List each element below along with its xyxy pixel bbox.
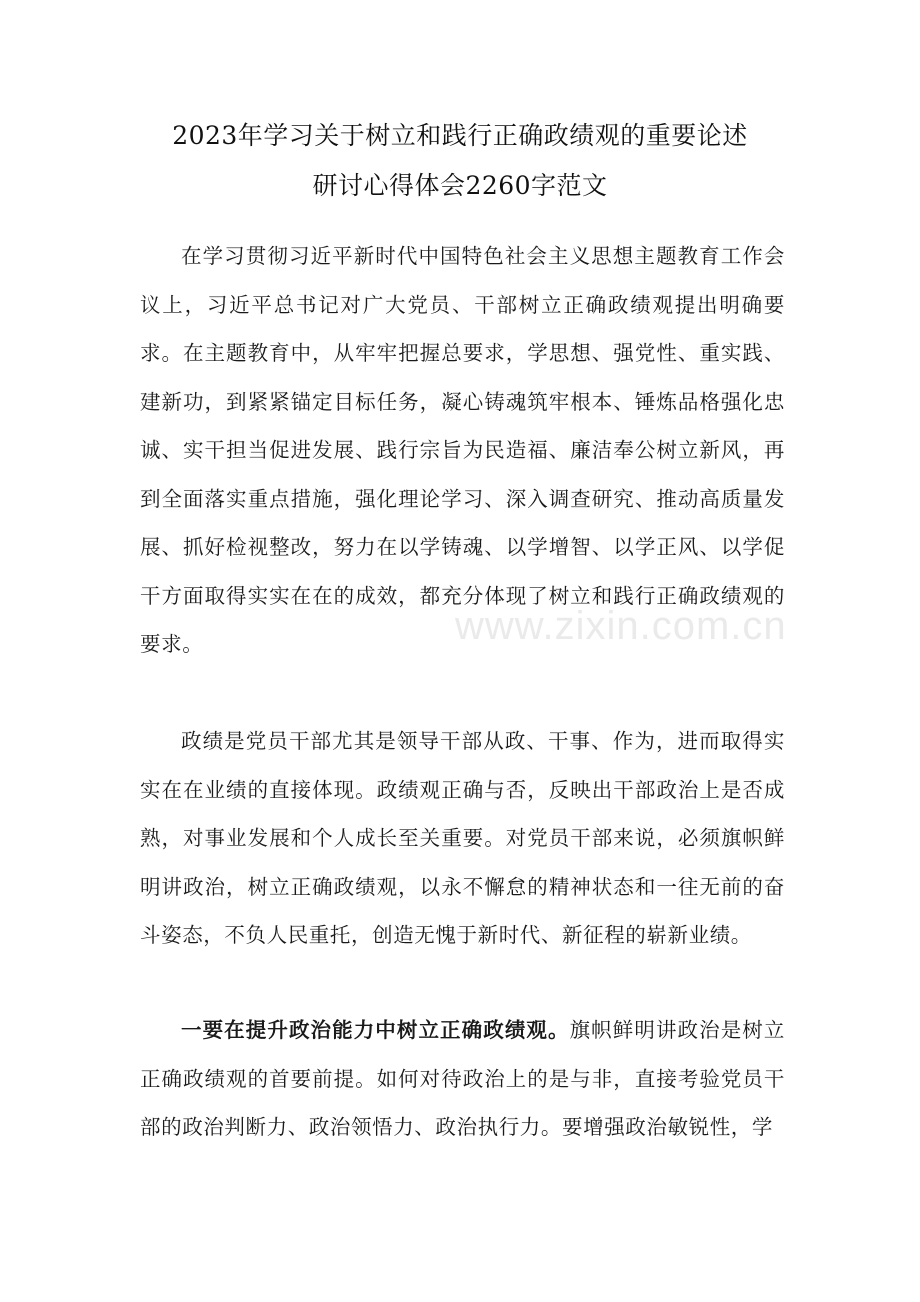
document-title-line-2: 研讨心得体会2260字范文 [312, 171, 608, 200]
document-title-line-1: 2023年学习关于树立和践行正确政绩观的重要论述 [172, 121, 748, 150]
paragraph-1-text: 在学习贯彻习近平新时代中国特色社会主义思想主题教育工作会议上，习近平总书记对广大党员、干部树立正确政绩观提出明确要求。在主题教育中，从牢牢把握总要求，学思想、强党性、重实践、建新功，到紧紧锚定目标任务，凝心铸魂筑牢根本、锤炼品格强化忠诚、实干担当促进发展、践行宗旨为民造福、廉洁奉公树立新风，再到全面落实重点措施，强化理论学习、深入调查研究、推动高质量发展、抓好检视整改，努力在以学铸魂、以学增智、以学正风、以学促干方面取得实实在在的成效，都充分体现了树立和践行正确政绩观的要求。 [140, 244, 785, 656]
paragraph-2-text: 政绩是党员干部尤其是领导干部从政、干事、作为，进而取得实实在在业绩的直接体现。政绩观正确与否，反映出干部政治上是否成熟，对事业发展和个人成长至关重要。对党员干部来说，必须旗帜鲜明讲政治，树立正确政绩观，以永不懈怠的精神状态和一往无前的奋斗姿态，不负人民重托，创造无愧于新时代、新征程的崭新业绩。 [140, 729, 785, 947]
paragraph-3 [140, 1006, 785, 1152]
paragraph-3-heading: 一要在提升政治能力中树立正确政绩观。 [181, 1018, 570, 1042]
paragraph-3-text: 旗帜鲜明讲政治是树立正确政绩观的首要前提。如何对待政治上的是与非，直接考验党员干部的政治判断力、政治领悟力、政治执行力。要增强政治敏锐性，学 [140, 1018, 785, 1139]
paragraph-2 [140, 717, 785, 960]
watermark: www.zixin.com.cn [455, 604, 787, 648]
